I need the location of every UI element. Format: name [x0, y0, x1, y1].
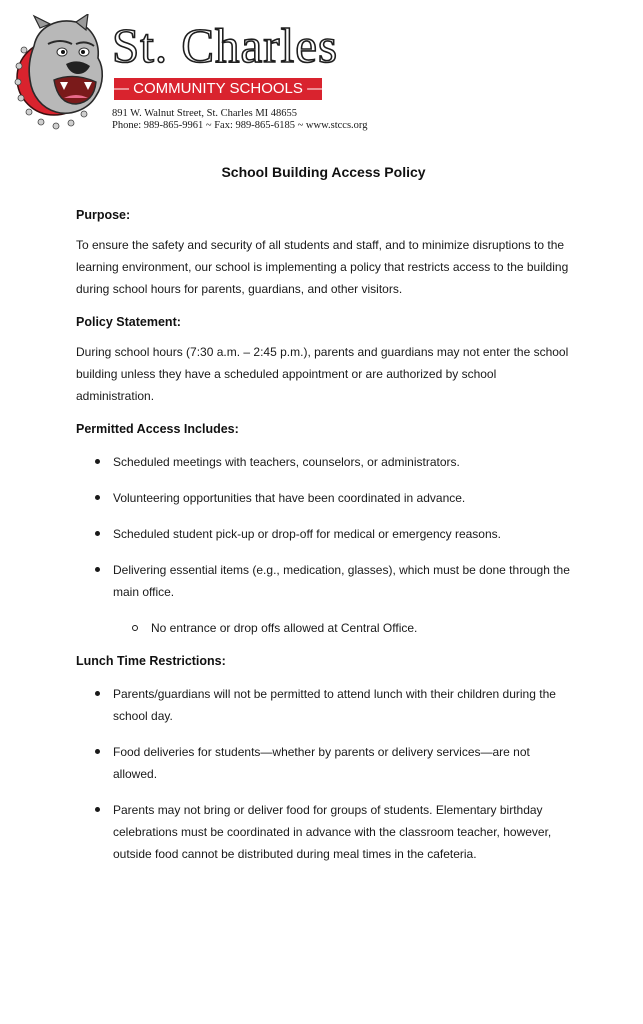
- policy-text: During school hours (7:30 a.m. – 2:45 p.m.), parents and guardians may not enter the school building unless they have a scheduled appointment or are authorized by school administration.: [76, 345, 569, 403]
- list-item: Parents/guardians will not be permitted to attend lunch with their children during the school day.: [76, 683, 571, 727]
- brand-block: [112, 20, 367, 132]
- school-address: 891 W. Walnut Street, St. Charles MI 48655: [112, 108, 298, 119]
- lunch-heading: Lunch Time Restrictions:: [76, 654, 226, 668]
- list-item: Scheduled meetings with teachers, counselors, or administrators.: [76, 451, 571, 473]
- list-item: Volunteering opportunities that have been coordinated in advance.: [76, 487, 571, 509]
- school-subtitle-banner: — COMMUNITY SCHOOLS —: [114, 78, 322, 100]
- permitted-heading: Permitted Access Includes:: [76, 422, 239, 436]
- school-name: St. Charles: [112, 18, 339, 73]
- school-contact: Phone: 989-865-9961 ~ Fax: 989-865-6185 ~ www.stccs.org: [112, 120, 368, 131]
- list-item: Scheduled student pick-up or drop-off for medical or emergency reasons.: [76, 523, 571, 545]
- list-item: Parents may not bring or deliver food for groups of students. Elementary birthday celebrations must be coordinated in advance with the classroom teacher, however, outside food cannot be distributed during meal times in the cafeteria.: [76, 799, 571, 865]
- policy-document: [76, 164, 571, 879]
- permitted-sub-list: [76, 617, 571, 639]
- sub-list-item: No entrance or drop offs allowed at Central Office.: [76, 617, 571, 639]
- purpose-heading: Purpose:: [76, 208, 131, 222]
- bulldog-mascot-icon: [14, 14, 110, 138]
- letterhead: [14, 14, 634, 144]
- purpose-text: To ensure the safety and security of all students and staff, and to minimize disruptions to the learning environment, our school is implementing a policy that restricts access to the building during school hours for parents, guardians, and other visitors.: [76, 238, 569, 296]
- document-title: School Building Access Policy: [221, 164, 426, 180]
- permitted-list: [76, 451, 571, 603]
- list-item: Food deliveries for students—whether by parents or delivery services—are not allowed.: [76, 741, 571, 785]
- policy-heading: Policy Statement:: [76, 315, 181, 329]
- list-item: Delivering essential items (e.g., medication, glasses), which must be done through the main office.: [76, 559, 571, 603]
- lunch-list: [76, 683, 571, 865]
